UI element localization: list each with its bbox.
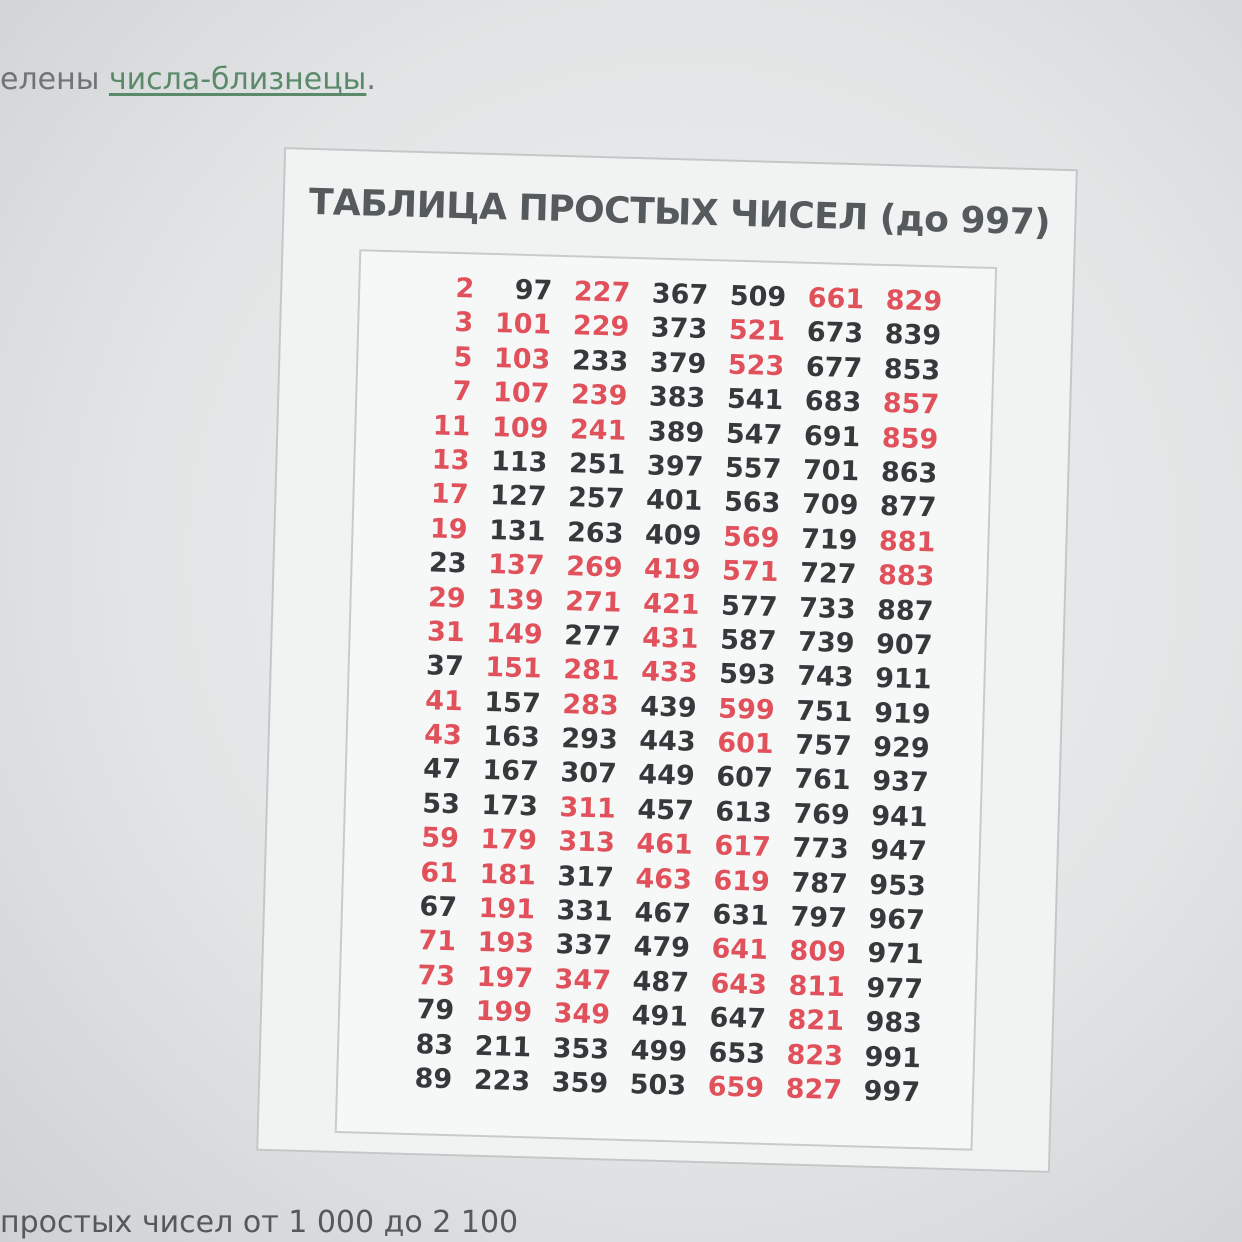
prime-number-grid xyxy=(382,271,951,1111)
prime-cell: 677 xyxy=(805,351,863,385)
prime-cell: 599 xyxy=(717,693,776,726)
prime-cell: 269 xyxy=(565,551,623,584)
prime-cell: 2 xyxy=(455,272,475,305)
prime-cell: 643 xyxy=(710,968,768,1001)
prime-cell: 883 xyxy=(877,559,935,593)
prime-cell: 811 xyxy=(788,970,846,1003)
prime-cell: 419 xyxy=(643,553,701,587)
prime-cell: 983 xyxy=(865,1006,923,1040)
prime-cell: 797 xyxy=(790,901,848,935)
prime-cell: 433 xyxy=(640,656,699,690)
prime-cell: 173 xyxy=(481,789,539,823)
prime-cell: 23 xyxy=(428,547,468,580)
prime-cell: 829 xyxy=(885,284,943,318)
prime-cell: 337 xyxy=(555,929,613,962)
prime-cell: 421 xyxy=(642,587,700,621)
prime-cell: 461 xyxy=(636,828,694,862)
prime-cell: 631 xyxy=(712,899,770,932)
prime-cell: 769 xyxy=(792,798,851,832)
prime-cell: 941 xyxy=(870,800,929,834)
prime-cell: 181 xyxy=(479,858,537,892)
prime-cell: 443 xyxy=(638,725,697,758)
prime-table-frame xyxy=(335,249,997,1150)
prime-cell: 11 xyxy=(432,409,471,442)
prime-cell: 347 xyxy=(554,963,612,997)
prime-cell: 137 xyxy=(487,549,546,582)
prime-cell: 991 xyxy=(864,1041,922,1074)
prime-cell: 167 xyxy=(482,755,540,788)
prime-cell: 449 xyxy=(637,759,696,793)
prime-cell: 379 xyxy=(649,347,707,380)
prime-cell: 853 xyxy=(883,353,941,387)
prime-cell: 223 xyxy=(473,1064,531,1098)
prime-cell: 977 xyxy=(866,972,924,1006)
prime-cell: 523 xyxy=(727,349,785,382)
prime-cell: 83 xyxy=(415,1028,454,1061)
prime-cell: 5 xyxy=(453,341,473,374)
prime-cell: 31 xyxy=(426,616,466,649)
prime-cell: 383 xyxy=(648,381,706,415)
prime-cell: 353 xyxy=(552,1032,610,1066)
prime-cell: 53 xyxy=(421,788,461,821)
prime-cell: 521 xyxy=(728,314,786,348)
prime-cell: 79 xyxy=(416,994,455,1027)
prime-cell: 47 xyxy=(422,753,462,786)
next-section-heading: простых чисел от 1 000 до 2 100 xyxy=(0,1205,519,1240)
prime-cell: 587 xyxy=(719,624,777,657)
prime-cell: 17 xyxy=(430,478,469,511)
prime-table-title: ТАБЛИЦА ПРОСТЫХ ЧИСЕЛ (до 997) xyxy=(308,181,1051,244)
prime-cell: 997 xyxy=(863,1075,921,1109)
prime-cell: 271 xyxy=(564,585,623,619)
prime-cell: 739 xyxy=(797,626,855,660)
prime-cell: 619 xyxy=(713,865,771,898)
prime-cell: 29 xyxy=(427,581,467,614)
prime-cell: 661 xyxy=(807,282,865,316)
prime-cell: 359 xyxy=(551,1066,609,1100)
prime-cell: 733 xyxy=(798,592,856,625)
prime-cell: 937 xyxy=(871,766,930,799)
prime-cell: 317 xyxy=(557,860,615,894)
prime-cell: 7 xyxy=(452,376,472,408)
prime-cell: 877 xyxy=(879,491,937,524)
prime-cell: 653 xyxy=(708,1036,766,1070)
prime-cell: 113 xyxy=(490,445,548,479)
prime-cell: 827 xyxy=(785,1073,843,1107)
prime-cell: 109 xyxy=(491,411,549,445)
prime-cell: 3 xyxy=(454,307,474,339)
prime-cell: 263 xyxy=(566,516,624,550)
prime-cell: 859 xyxy=(881,422,939,456)
prime-cell: 953 xyxy=(868,869,927,902)
prime-cell: 349 xyxy=(553,998,611,1031)
prime-cell: 311 xyxy=(559,791,617,825)
prime-cell: 929 xyxy=(872,731,931,765)
prime-cell: 947 xyxy=(869,835,928,868)
prime-cell: 37 xyxy=(425,650,465,683)
prime-table-image xyxy=(256,147,1078,1173)
prime-cell: 541 xyxy=(726,383,784,417)
prime-cell: 71 xyxy=(418,925,457,958)
prime-cell: 659 xyxy=(707,1071,765,1104)
prime-cell: 73 xyxy=(417,959,456,993)
prime-cell: 823 xyxy=(786,1039,844,1072)
prime-cell: 367 xyxy=(651,278,709,312)
intro-text: елены xyxy=(0,62,109,97)
prime-cell: 43 xyxy=(423,719,463,752)
prime-cell: 727 xyxy=(799,557,857,591)
prime-cell: 503 xyxy=(629,1069,687,1102)
prime-cell: 89 xyxy=(414,1063,453,1096)
prime-cell: 19 xyxy=(429,513,468,546)
prime-cell: 863 xyxy=(880,456,938,490)
prime-cell: 673 xyxy=(806,317,864,350)
prime-cell: 13 xyxy=(431,444,470,477)
intro-punctuation: . xyxy=(366,62,376,97)
prime-cell: 307 xyxy=(559,757,618,791)
prime-cell: 61 xyxy=(419,856,459,889)
prime-cell: 907 xyxy=(875,628,933,662)
prime-cell: 821 xyxy=(787,1004,845,1038)
prime-cell: 479 xyxy=(633,931,691,965)
prime-cell: 179 xyxy=(480,824,538,857)
prime-cell: 487 xyxy=(632,965,690,999)
prime-cell: 439 xyxy=(639,690,698,724)
prime-cell: 401 xyxy=(645,484,703,518)
prime-cell: 839 xyxy=(884,319,942,352)
prime-cell: 431 xyxy=(641,622,700,655)
prime-cell: 557 xyxy=(724,452,782,486)
prime-cell: 601 xyxy=(716,727,775,761)
prime-cell: 773 xyxy=(791,832,850,866)
prime-cell: 751 xyxy=(795,695,854,728)
prime-cell: 691 xyxy=(803,420,861,453)
prime-cell: 211 xyxy=(474,1030,532,1063)
prime-cell: 607 xyxy=(715,761,774,795)
prime-cell: 67 xyxy=(419,891,458,924)
prime-cell: 857 xyxy=(882,388,940,421)
prime-cell: 157 xyxy=(483,686,542,720)
prime-cell: 467 xyxy=(634,897,692,930)
prime-cell: 191 xyxy=(478,892,536,926)
prime-cell: 569 xyxy=(722,521,780,554)
prime-cell: 193 xyxy=(477,927,535,960)
prime-cell: 239 xyxy=(570,379,628,412)
prime-cell: 127 xyxy=(489,480,547,513)
prime-cell: 719 xyxy=(800,523,858,556)
prime-cell: 641 xyxy=(711,933,769,967)
prime-cell: 971 xyxy=(867,938,925,971)
prime-cell: 163 xyxy=(482,720,541,754)
prime-cell: 139 xyxy=(486,583,545,617)
prime-cell: 911 xyxy=(874,663,932,696)
prime-cell: 397 xyxy=(646,450,704,483)
prime-cell: 613 xyxy=(714,796,773,829)
prime-cell: 647 xyxy=(709,1002,767,1036)
prime-cell: 197 xyxy=(476,961,534,995)
prime-cell: 967 xyxy=(868,903,926,937)
prime-cell: 283 xyxy=(561,688,620,722)
prime-cell: 97 xyxy=(514,274,553,307)
prime-cell: 101 xyxy=(494,308,552,342)
prime-cell: 373 xyxy=(650,312,708,346)
prime-cell: 743 xyxy=(796,660,855,694)
prime-cell: 887 xyxy=(876,594,934,627)
prime-cell: 757 xyxy=(794,729,853,763)
prime-cell: 257 xyxy=(567,482,625,516)
prime-cell: 281 xyxy=(562,654,621,687)
prime-cell: 547 xyxy=(725,418,783,451)
prime-cell: 509 xyxy=(729,280,787,314)
prime-cell: 491 xyxy=(631,1000,689,1033)
twin-primes-link[interactable]: числа-близнецы xyxy=(108,62,367,97)
prime-cell: 409 xyxy=(644,519,702,552)
prime-cell: 563 xyxy=(723,486,781,520)
prime-cell: 241 xyxy=(569,413,627,447)
prime-cell: 787 xyxy=(791,867,849,900)
prime-cell: 701 xyxy=(802,454,860,488)
prime-cell: 331 xyxy=(556,895,614,928)
prime-cell: 59 xyxy=(420,822,460,855)
intro-text-line xyxy=(0,62,376,97)
prime-cell: 103 xyxy=(493,342,551,376)
prime-cell: 251 xyxy=(568,448,626,481)
prime-cell: 577 xyxy=(720,590,778,623)
prime-cell: 149 xyxy=(485,617,544,651)
prime-cell: 809 xyxy=(789,935,847,969)
prime-cell: 709 xyxy=(801,489,859,522)
prime-cell: 463 xyxy=(635,862,693,896)
prime-cell: 41 xyxy=(424,684,464,717)
prime-cell: 457 xyxy=(637,794,695,827)
prime-cell: 499 xyxy=(630,1034,688,1068)
prime-cell: 593 xyxy=(718,658,777,692)
prime-cell: 233 xyxy=(571,345,629,378)
prime-cell: 151 xyxy=(484,652,543,685)
prime-cell: 131 xyxy=(488,514,546,548)
prime-cell: 389 xyxy=(647,415,705,449)
prime-cell: 313 xyxy=(558,826,616,859)
prime-cell: 683 xyxy=(804,385,862,419)
prime-cell: 293 xyxy=(560,723,619,756)
prime-cell: 199 xyxy=(475,996,533,1029)
prime-cell: 107 xyxy=(492,377,550,410)
prime-cell: 919 xyxy=(873,697,932,731)
prime-cell: 571 xyxy=(721,555,779,589)
prime-cell: 229 xyxy=(572,310,630,344)
prime-cell: 277 xyxy=(563,620,622,653)
prime-cell: 881 xyxy=(878,525,936,559)
prime-cell: 761 xyxy=(793,764,852,797)
prime-cell: 227 xyxy=(573,276,631,309)
prime-cell: 617 xyxy=(714,830,772,864)
